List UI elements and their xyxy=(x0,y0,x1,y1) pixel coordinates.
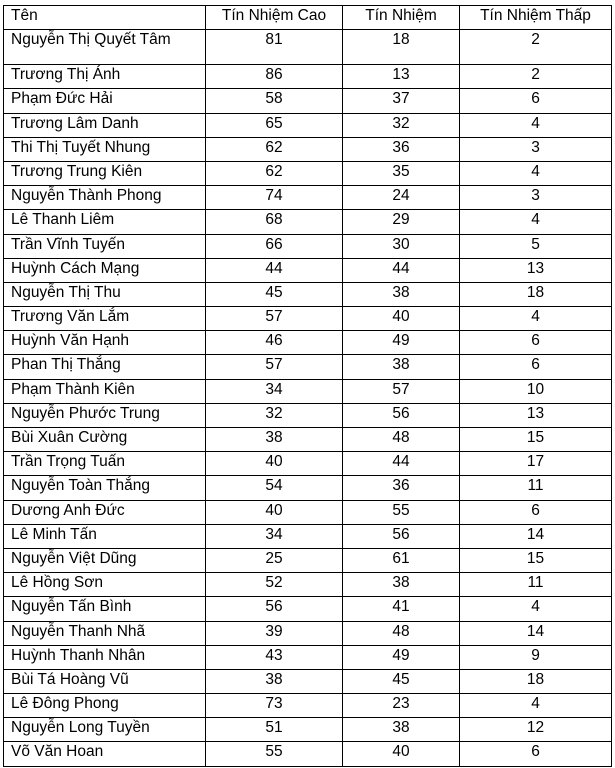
table-row xyxy=(4,282,612,306)
cell-high-confidence: 40 xyxy=(206,452,343,476)
cell-low-confidence: 6 xyxy=(460,742,612,766)
cell-low-confidence: 4 xyxy=(460,307,612,331)
cell-low-confidence: 14 xyxy=(460,621,612,645)
table-row xyxy=(4,524,612,548)
cell-high-confidence: 38 xyxy=(206,428,343,452)
cell-high-confidence: 34 xyxy=(206,379,343,403)
cell-confidence: 36 xyxy=(343,476,460,500)
cell-name: Trần Vĩnh Tuyến xyxy=(4,234,206,258)
cell-low-confidence: 4 xyxy=(460,597,612,621)
cell-name: Bùi Xuân Cường xyxy=(4,428,206,452)
cell-confidence: 13 xyxy=(343,65,460,89)
cell-high-confidence: 46 xyxy=(206,331,343,355)
cell-low-confidence: 4 xyxy=(460,161,612,185)
table-row xyxy=(4,452,612,476)
table-row xyxy=(4,30,612,65)
table-row xyxy=(4,645,612,669)
cell-confidence: 24 xyxy=(343,186,460,210)
table-row xyxy=(4,597,612,621)
cell-confidence: 44 xyxy=(343,452,460,476)
cell-confidence: 36 xyxy=(343,137,460,161)
cell-confidence: 38 xyxy=(343,573,460,597)
cell-confidence: 55 xyxy=(343,500,460,524)
cell-low-confidence: 13 xyxy=(460,403,612,427)
cell-high-confidence: 73 xyxy=(206,694,343,718)
cell-confidence: 18 xyxy=(343,30,460,65)
cell-low-confidence: 2 xyxy=(460,30,612,65)
cell-low-confidence: 6 xyxy=(460,89,612,113)
table-row xyxy=(4,307,612,331)
table-row xyxy=(4,669,612,693)
cell-name: Lê Hồng Sơn xyxy=(4,573,206,597)
table-row xyxy=(4,258,612,282)
table-row xyxy=(4,476,612,500)
cell-name: Nguyễn Việt Dũng xyxy=(4,548,206,572)
cell-name: Võ Văn Hoan xyxy=(4,742,206,766)
cell-name: Nguyễn Thị Thu xyxy=(4,282,206,306)
cell-low-confidence: 3 xyxy=(460,186,612,210)
header-low-confidence: Tín Nhiệm Thấp xyxy=(460,6,612,30)
cell-low-confidence: 13 xyxy=(460,258,612,282)
cell-confidence: 48 xyxy=(343,428,460,452)
cell-confidence: 57 xyxy=(343,379,460,403)
confidence-vote-table xyxy=(3,5,612,767)
table-row xyxy=(4,65,612,89)
table-row xyxy=(4,210,612,234)
table-row xyxy=(4,718,612,742)
cell-low-confidence: 2 xyxy=(460,65,612,89)
cell-name: Trương Lâm Danh xyxy=(4,113,206,137)
cell-name: Nguyễn Toàn Thắng xyxy=(4,476,206,500)
cell-confidence: 32 xyxy=(343,113,460,137)
cell-confidence: 49 xyxy=(343,331,460,355)
cell-name: Nguyễn Thị Quyết Tâm xyxy=(4,30,206,65)
table-row xyxy=(4,355,612,379)
cell-confidence: 38 xyxy=(343,718,460,742)
table-row xyxy=(4,573,612,597)
cell-high-confidence: 62 xyxy=(206,161,343,185)
cell-high-confidence: 25 xyxy=(206,548,343,572)
cell-high-confidence: 54 xyxy=(206,476,343,500)
table-row xyxy=(4,186,612,210)
cell-confidence: 56 xyxy=(343,403,460,427)
cell-confidence: 40 xyxy=(343,742,460,766)
cell-high-confidence: 68 xyxy=(206,210,343,234)
cell-name: Nguyễn Thành Phong xyxy=(4,186,206,210)
header-row xyxy=(4,6,612,30)
cell-confidence: 61 xyxy=(343,548,460,572)
cell-low-confidence: 12 xyxy=(460,718,612,742)
cell-name: Nguyễn Tấn Bình xyxy=(4,597,206,621)
cell-high-confidence: 62 xyxy=(206,137,343,161)
table-row xyxy=(4,500,612,524)
cell-low-confidence: 18 xyxy=(460,282,612,306)
cell-confidence: 40 xyxy=(343,307,460,331)
cell-high-confidence: 40 xyxy=(206,500,343,524)
cell-name: Trương Thị Ánh xyxy=(4,65,206,89)
cell-high-confidence: 56 xyxy=(206,597,343,621)
table-row xyxy=(4,89,612,113)
cell-low-confidence: 15 xyxy=(460,428,612,452)
cell-name: Lê Đông Phong xyxy=(4,694,206,718)
cell-low-confidence: 17 xyxy=(460,452,612,476)
table-row xyxy=(4,379,612,403)
cell-low-confidence: 5 xyxy=(460,234,612,258)
header-high-confidence: Tín Nhiệm Cao xyxy=(206,6,343,30)
cell-confidence: 23 xyxy=(343,694,460,718)
cell-name: Huỳnh Văn Hạnh xyxy=(4,331,206,355)
cell-confidence: 49 xyxy=(343,645,460,669)
cell-high-confidence: 52 xyxy=(206,573,343,597)
cell-name: Huỳnh Cách Mạng xyxy=(4,258,206,282)
cell-confidence: 35 xyxy=(343,161,460,185)
cell-confidence: 29 xyxy=(343,210,460,234)
cell-high-confidence: 43 xyxy=(206,645,343,669)
cell-high-confidence: 57 xyxy=(206,355,343,379)
cell-name: Phạm Thành Kiên xyxy=(4,379,206,403)
cell-confidence: 56 xyxy=(343,524,460,548)
cell-high-confidence: 81 xyxy=(206,30,343,65)
cell-high-confidence: 57 xyxy=(206,307,343,331)
cell-low-confidence: 3 xyxy=(460,137,612,161)
cell-high-confidence: 74 xyxy=(206,186,343,210)
header-name: Tên xyxy=(4,6,206,30)
cell-name: Trần Trọng Tuấn xyxy=(4,452,206,476)
cell-confidence: 38 xyxy=(343,282,460,306)
cell-high-confidence: 55 xyxy=(206,742,343,766)
cell-confidence: 41 xyxy=(343,597,460,621)
header-confidence: Tín Nhiệm xyxy=(343,6,460,30)
table-row xyxy=(4,161,612,185)
table-row xyxy=(4,234,612,258)
cell-low-confidence: 11 xyxy=(460,573,612,597)
cell-low-confidence: 15 xyxy=(460,548,612,572)
table-row xyxy=(4,694,612,718)
cell-low-confidence: 6 xyxy=(460,355,612,379)
cell-high-confidence: 32 xyxy=(206,403,343,427)
cell-confidence: 44 xyxy=(343,258,460,282)
cell-low-confidence: 6 xyxy=(460,500,612,524)
cell-low-confidence: 18 xyxy=(460,669,612,693)
table-row xyxy=(4,137,612,161)
table-row xyxy=(4,621,612,645)
cell-name: Dương Anh Đức xyxy=(4,500,206,524)
cell-name: Bùi Tá Hoàng Vũ xyxy=(4,669,206,693)
cell-low-confidence: 14 xyxy=(460,524,612,548)
cell-name: Lê Minh Tấn xyxy=(4,524,206,548)
cell-high-confidence: 45 xyxy=(206,282,343,306)
cell-low-confidence: 6 xyxy=(460,331,612,355)
cell-high-confidence: 38 xyxy=(206,669,343,693)
table-row xyxy=(4,113,612,137)
cell-name: Trương Văn Lắm xyxy=(4,307,206,331)
cell-name: Huỳnh Thanh Nhân xyxy=(4,645,206,669)
cell-high-confidence: 51 xyxy=(206,718,343,742)
table-row xyxy=(4,331,612,355)
cell-name: Nguyễn Phước Trung xyxy=(4,403,206,427)
table-row xyxy=(4,428,612,452)
cell-low-confidence: 9 xyxy=(460,645,612,669)
cell-high-confidence: 66 xyxy=(206,234,343,258)
cell-high-confidence: 44 xyxy=(206,258,343,282)
cell-confidence: 37 xyxy=(343,89,460,113)
cell-high-confidence: 58 xyxy=(206,89,343,113)
cell-high-confidence: 86 xyxy=(206,65,343,89)
cell-low-confidence: 4 xyxy=(460,694,612,718)
cell-name: Trương Trung Kiên xyxy=(4,161,206,185)
table-body xyxy=(4,30,612,766)
cell-high-confidence: 39 xyxy=(206,621,343,645)
cell-confidence: 45 xyxy=(343,669,460,693)
cell-low-confidence: 4 xyxy=(460,210,612,234)
cell-name: Phạm Đức Hải xyxy=(4,89,206,113)
cell-low-confidence: 11 xyxy=(460,476,612,500)
cell-low-confidence: 4 xyxy=(460,113,612,137)
cell-name: Nguyễn Long Tuyền xyxy=(4,718,206,742)
cell-confidence: 30 xyxy=(343,234,460,258)
cell-name: Lê Thanh Liêm xyxy=(4,210,206,234)
table-row xyxy=(4,548,612,572)
cell-name: Phan Thị Thắng xyxy=(4,355,206,379)
cell-name: Nguyễn Thanh Nhã xyxy=(4,621,206,645)
cell-high-confidence: 65 xyxy=(206,113,343,137)
table-row xyxy=(4,403,612,427)
cell-low-confidence: 10 xyxy=(460,379,612,403)
cell-confidence: 48 xyxy=(343,621,460,645)
cell-high-confidence: 34 xyxy=(206,524,343,548)
table-row xyxy=(4,742,612,766)
cell-name: Thi Thị Tuyết Nhung xyxy=(4,137,206,161)
cell-confidence: 38 xyxy=(343,355,460,379)
